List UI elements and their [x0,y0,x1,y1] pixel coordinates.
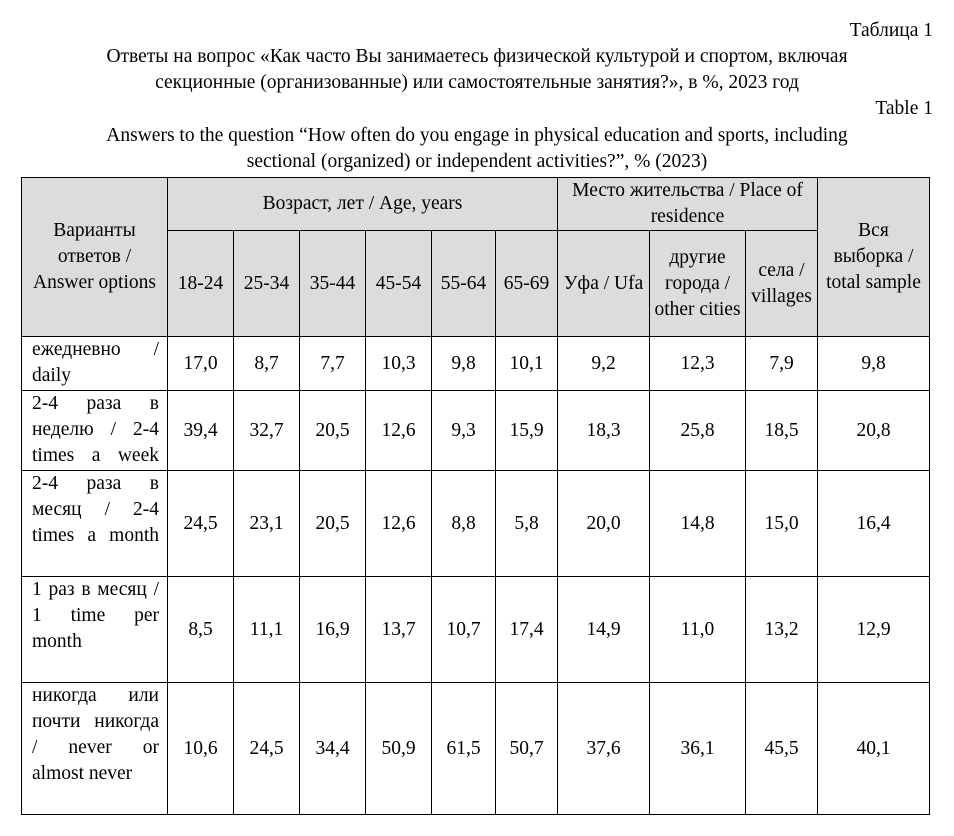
header-options: Варианты ответов / Answer options [22,178,168,337]
cell-value: 12,9 [818,577,930,683]
cell-value: 13,2 [746,577,818,683]
row-label: ежедневно / daily [22,337,168,391]
row-label: 1 раз в месяц / 1 time per month [22,577,168,683]
cell-value: 8,8 [432,471,496,577]
header-residence-group: Место жительства / Place of residence [558,178,818,231]
cell-value: 12,6 [366,391,432,471]
cell-value: 12,6 [366,471,432,577]
cell-value: 34,4 [300,683,366,815]
cell-value: 9,8 [818,337,930,391]
cell-value: 15,0 [746,471,818,577]
header-place: Уфа / Ufa [558,231,650,337]
cell-value: 11,0 [650,577,746,683]
cell-value: 10,3 [366,337,432,391]
header-total-sample: Вся выборка / total sample [818,178,930,337]
cell-value: 16,9 [300,577,366,683]
cell-value: 50,7 [496,683,558,815]
table-number-en: Table 1 [875,98,933,119]
table-row [22,577,930,683]
header-age: 18-24 [168,231,234,337]
cell-value: 17,4 [496,577,558,683]
cell-value: 36,1 [650,683,746,815]
table-row [22,391,930,471]
row-label: 2-4 раза в неделю / 2-4 times a week [22,391,168,471]
cell-value: 45,5 [746,683,818,815]
table-row [22,337,930,391]
cell-value: 16,4 [818,471,930,577]
cell-value: 10,7 [432,577,496,683]
cell-value: 17,0 [168,337,234,391]
cell-value: 9,3 [432,391,496,471]
cell-value: 9,2 [558,337,650,391]
cell-value: 50,9 [366,683,432,815]
row-label: никогда или почти никогда / never or almost never [22,683,168,815]
cell-value: 20,5 [300,391,366,471]
cell-value: 14,8 [650,471,746,577]
table-title-en-line2: sectional (organized) or independent activities?”, % (2023) [246,151,708,172]
row-label: 2-4 раза в месяц / 2-4 times a month [22,471,168,577]
cell-value: 7,9 [746,337,818,391]
cell-value: 61,5 [432,683,496,815]
answers-table [21,177,930,815]
cell-value: 10,1 [496,337,558,391]
cell-value: 18,3 [558,391,650,471]
cell-value: 24,5 [234,683,300,815]
cell-value: 5,8 [496,471,558,577]
table-number-ru: Таблица 1 [849,20,933,41]
header-place: другие города / other cities [650,231,746,337]
cell-value: 13,7 [366,577,432,683]
header-age: 25-34 [234,231,300,337]
cell-value: 24,5 [168,471,234,577]
cell-value: 8,5 [168,577,234,683]
table-row [22,471,930,577]
cell-value: 14,9 [558,577,650,683]
cell-value: 39,4 [168,391,234,471]
table-title-en-line1: Answers to the question “How often do you engage in physical education and sports, including [106,125,848,146]
cell-value: 32,7 [234,391,300,471]
header-age: 35-44 [300,231,366,337]
cell-value: 7,7 [300,337,366,391]
cell-value: 12,3 [650,337,746,391]
header-age: 55-64 [432,231,496,337]
cell-value: 25,8 [650,391,746,471]
header-age: 65-69 [496,231,558,337]
cell-value: 18,5 [746,391,818,471]
header-age-group: Возраст, лет / Age, years [168,178,558,231]
cell-value: 20,5 [300,471,366,577]
table-title-ru-line1: Ответы на вопрос «Как часто Вы занимаетесь физической культурой и спортом, включая [106,46,848,67]
cell-value: 10,6 [168,683,234,815]
cell-value: 23,1 [234,471,300,577]
cell-value: 15,9 [496,391,558,471]
table-row [22,683,930,815]
header-place: села / villages [746,231,818,337]
cell-value: 20,8 [818,391,930,471]
cell-value: 11,1 [234,577,300,683]
cell-value: 8,7 [234,337,300,391]
cell-value: 20,0 [558,471,650,577]
cell-value: 37,6 [558,683,650,815]
cell-value: 9,8 [432,337,496,391]
header-age: 45-54 [366,231,432,337]
cell-value: 40,1 [818,683,930,815]
table-title-ru-line2: секционные (организованные) или самостоятельные занятия?», в %, 2023 год [155,72,799,93]
